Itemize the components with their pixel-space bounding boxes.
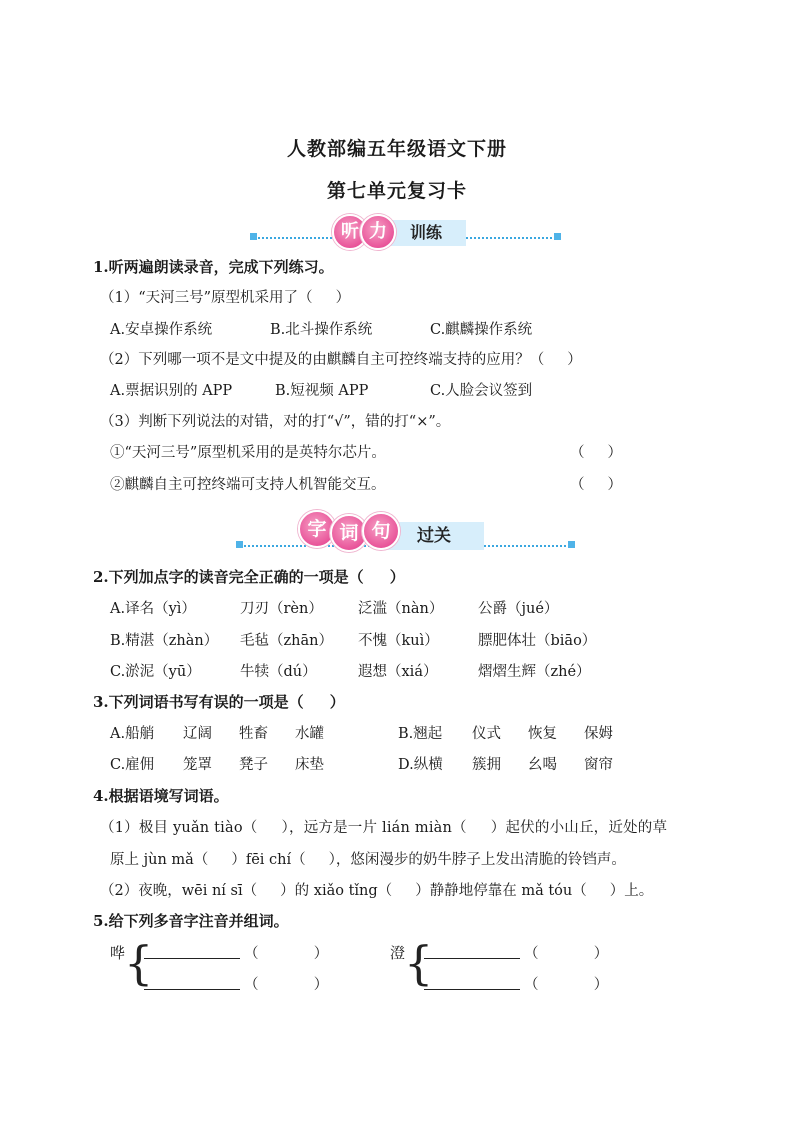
banner-square-right (554, 233, 561, 240)
banner-char: 字 (298, 510, 336, 548)
polyphone-char: 哗 (110, 944, 126, 962)
q5-stem: 5.给下列多音字注音并组词。 (93, 912, 289, 930)
pinyin-item: 泛滥（nàn） (358, 601, 444, 617)
judge-item: ②麒麟自主可控终端可支持人机智能交互。 (110, 477, 386, 493)
pinyin-item: C.淤泥（yū） (110, 664, 201, 680)
answer-underline[interactable] (144, 989, 240, 990)
banner-char: 词 (330, 514, 368, 552)
option: A.票据识别的 APP (110, 383, 233, 399)
banner-char: 听 (332, 214, 368, 250)
q4-stem: 4.根据语境写词语。 (93, 787, 229, 805)
pinyin-item: 牛犊（dú） (240, 664, 317, 680)
word-item: 床垫 (295, 757, 324, 773)
answer-underline[interactable] (424, 958, 520, 959)
answer-underline[interactable] (424, 989, 520, 990)
answer-blank: （ ） (570, 477, 623, 493)
q4-line: （2）夜晚，wēi ní sī（ ）的 xiǎo tǐng（ ）静静地停靠在 mǎ tóu（ ）上。 (100, 883, 654, 899)
pinyin-item: 膘肥体壮（biāo） (478, 633, 597, 649)
pinyin-blank: （ ） (524, 977, 609, 993)
option: A.安卓操作系统 (110, 322, 213, 338)
section-banner-vocabulary (234, 516, 580, 556)
q1-stem: 1.听两遍朗读录音，完成下列练习。 (93, 258, 334, 276)
pinyin-item: 遐想（xiá） (358, 664, 438, 680)
word-item: 仪式 (472, 726, 501, 742)
word-item: 恢复 (528, 726, 557, 742)
word-item: C.雇佣 (110, 757, 155, 773)
q4-line: （1）极目 yuǎn tiào（ ），远方是一片 lián miàn（ ）起伏的小山丘，近处的草 (100, 820, 668, 836)
word-item: D.纵横 (398, 757, 443, 773)
pinyin-item: 刀刃（rèn） (240, 601, 323, 617)
section-banner-listening (248, 218, 566, 258)
word-item: A.船艄 (110, 726, 155, 742)
pinyin-blank: （ ） (524, 946, 609, 962)
option: C.人脸会议签到 (430, 383, 533, 399)
page-subtitle: 第七单元复习卡 (326, 180, 467, 202)
q3-stem: 3.下列词语书写有误的一项是（ ） (93, 693, 345, 711)
banner-char: 句 (362, 512, 400, 550)
banner-tag: 过关 (384, 522, 484, 550)
q1-sub2: （2）下列哪一项不是文中提及的由麒麟自主可控终端支持的应用？（ ） (100, 352, 582, 368)
brace-icon: { (404, 936, 434, 990)
polyphone-char: 澄 (390, 944, 406, 962)
pinyin-item: 毛毡（zhān） (240, 633, 333, 649)
answer-blank: （ ） (570, 445, 623, 461)
answer-underline[interactable] (144, 958, 240, 959)
word-item: 凳子 (239, 757, 268, 773)
option: B.短视频 APP (275, 383, 369, 399)
banner-char: 力 (360, 214, 396, 250)
pinyin-item: B.精湛（zhàn） (110, 633, 219, 649)
banner-square-left (250, 233, 257, 240)
q1-sub3: （3）判断下列说法的对错，对的打“√”，错的打“×”。 (100, 414, 451, 430)
q2-stem: 2.下列加点字的读音完全正确的一项是（ ） (93, 568, 405, 586)
word-item: 水罐 (295, 726, 324, 742)
banner-square-left (236, 541, 243, 548)
banner-tag: 训练 (386, 220, 466, 246)
word-item: 窗帘 (584, 757, 613, 773)
word-item: 幺喝 (528, 757, 557, 773)
judge-item: ①“天河三号”原型机采用的是英特尔芯片。 (110, 445, 386, 461)
page-title: 人教部编五年级语文下册 (286, 138, 507, 160)
option: C.麒麟操作系统 (430, 322, 533, 338)
word-item: 簇拥 (472, 757, 501, 773)
word-item: B.翘起 (398, 726, 443, 742)
pinyin-item: A.译名（yì） (110, 601, 196, 617)
word-item: 保姆 (584, 726, 613, 742)
q4-line: 原上 jùn mǎ（ ）fēi chí（ ），悠闲漫步的奶牛脖子上发出清脆的铃铛声。 (110, 852, 626, 868)
pinyin-item: 公爵（jué） (478, 601, 559, 617)
pinyin-blank: （ ） (244, 977, 329, 993)
word-item: 笼罩 (183, 757, 212, 773)
brace-icon: { (124, 936, 154, 990)
pinyin-item: 熠熠生辉（zhé） (478, 664, 591, 680)
option: B.北斗操作系统 (270, 322, 373, 338)
q1-sub1: （1）“天河三号”原型机采用了（ ） (100, 290, 351, 306)
pinyin-blank: （ ） (244, 946, 329, 962)
word-item: 牲畜 (239, 726, 268, 742)
pinyin-item: 不愧（kuì） (358, 633, 439, 649)
banner-square-right (568, 541, 575, 548)
word-item: 辽阔 (183, 726, 212, 742)
